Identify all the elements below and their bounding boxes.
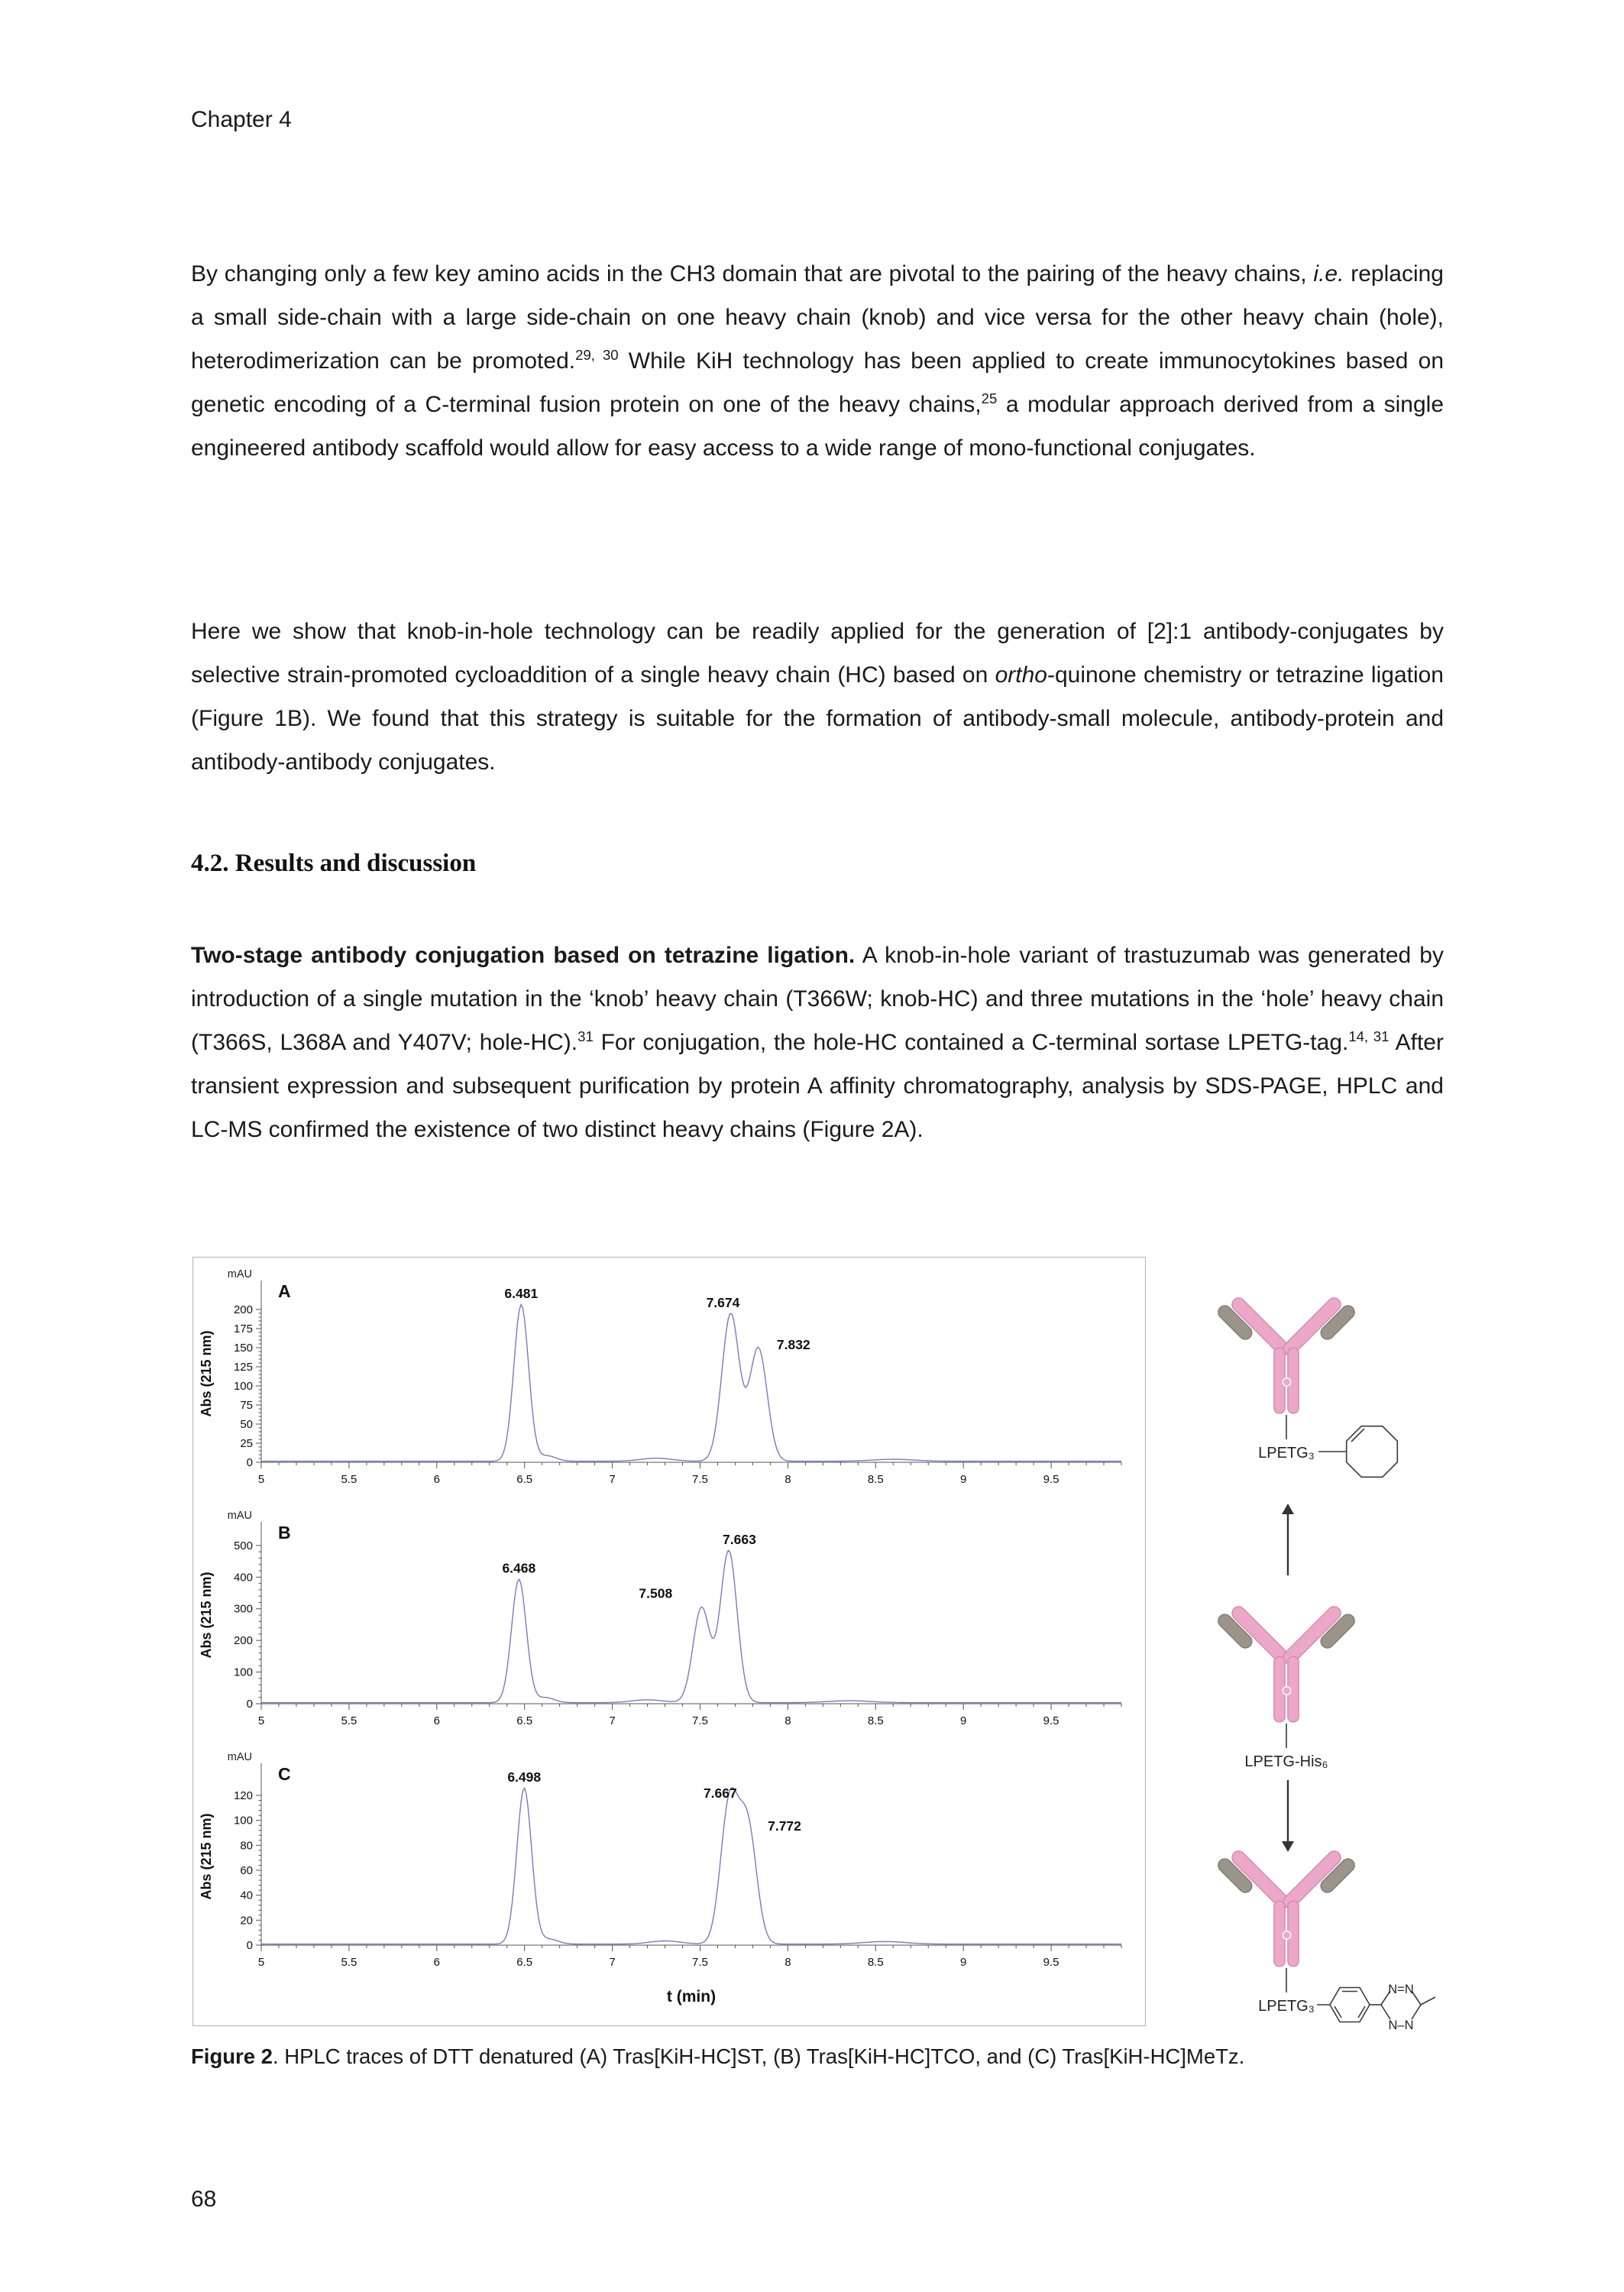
svg-text:8.5: 8.5 bbox=[867, 1956, 884, 1969]
peak-label: 7.508 bbox=[639, 1585, 673, 1601]
chromatogram-trace bbox=[261, 1788, 1121, 1944]
paragraph-2: Here we show that knob-in-hole technology can be readily applied for the generation of [2]:1 antibody-conjugates by selective strain-promoted cycloaddition of a single heavy chain (HC) based on ortho-quinone chemistry or tetrazine ligation (Figure 1B). We found that this strategy is suitable for the formation of antibody-small molecule, antibody-protein and antibody-antibody conjugates. bbox=[191, 619, 1444, 775]
svg-text:6.5: 6.5 bbox=[516, 1956, 533, 1969]
svg-text:9.5: 9.5 bbox=[1043, 1956, 1059, 1969]
tetrazine-bottom-label: N–N bbox=[1388, 2018, 1414, 2032]
svg-text:0: 0 bbox=[246, 1456, 253, 1469]
svg-text:125: 125 bbox=[233, 1361, 253, 1374]
svg-text:5.5: 5.5 bbox=[341, 1473, 357, 1486]
y-axis-label: Abs (215 nm) bbox=[199, 1572, 214, 1659]
svg-text:80: 80 bbox=[240, 1839, 253, 1853]
svg-text:25: 25 bbox=[240, 1437, 253, 1450]
svg-text:9.5: 9.5 bbox=[1043, 1473, 1059, 1486]
svg-text:8: 8 bbox=[785, 1714, 791, 1727]
arrow-up-icon bbox=[1279, 1502, 1297, 1577]
svg-text:7: 7 bbox=[609, 1714, 616, 1727]
section-heading: 4.2. Results and discussion bbox=[191, 850, 477, 877]
svg-text:150: 150 bbox=[233, 1342, 253, 1355]
svg-text:9.5: 9.5 bbox=[1043, 1714, 1059, 1727]
tco-ring-icon bbox=[1347, 1426, 1398, 1478]
antibody-cartoon bbox=[1215, 1295, 1357, 1413]
svg-text:75: 75 bbox=[240, 1399, 253, 1412]
y-unit-label: mAU bbox=[227, 1268, 252, 1280]
svg-text:120: 120 bbox=[233, 1789, 253, 1802]
svg-text:7: 7 bbox=[609, 1473, 616, 1486]
peak-label: 6.481 bbox=[504, 1286, 539, 1301]
svg-text:100: 100 bbox=[233, 1380, 253, 1393]
chapter-header: Chapter 4 bbox=[191, 107, 292, 132]
antibody-cartoon bbox=[1215, 1604, 1357, 1721]
svg-text:9: 9 bbox=[960, 1714, 967, 1727]
y-axis-label: Abs (215 nm) bbox=[199, 1330, 214, 1417]
svg-text:100: 100 bbox=[233, 1666, 253, 1679]
y-unit-label: mAU bbox=[227, 1510, 252, 1522]
svg-text:5.5: 5.5 bbox=[341, 1956, 357, 1969]
paragraph-3: Two-stage antibody conjugation based on tetrazine ligation. A knob-in-hole variant of trastuzumab was generated by introduction of a single mutation in the ‘knob’ heavy chain (T366W; knob-HC) and three mutations in the ‘hole’ heavy chain (T366S, L368A and Y407V; hole-HC).$^{31}$ For conjugation, the hole-HC contained a C-terminal sortase LPETG-tag.$^{14, 31}$ After transient expression and subsequent purification by protein A affinity chromatography, analysis by SDS-PAGE, HPLC and LC-MS confirmed the existence of two distinct heavy chains (Figure 2A). bbox=[191, 943, 1444, 1142]
tag-label-c: LPETG₃ bbox=[1258, 1998, 1315, 2015]
svg-text:6: 6 bbox=[433, 1473, 440, 1486]
methyl-bond bbox=[1421, 1997, 1435, 2005]
panel-letter: A bbox=[278, 1281, 291, 1301]
svg-text:400: 400 bbox=[233, 1571, 253, 1585]
svg-text:8.5: 8.5 bbox=[867, 1714, 884, 1727]
svg-text:9: 9 bbox=[960, 1473, 967, 1486]
svg-text:200: 200 bbox=[233, 1634, 253, 1648]
peak-label: 6.498 bbox=[507, 1769, 542, 1785]
svg-text:6.5: 6.5 bbox=[516, 1714, 533, 1727]
svg-text:500: 500 bbox=[233, 1539, 253, 1552]
hplc-trace-panel-b bbox=[196, 1504, 1140, 1742]
x-axis-label: t (min) bbox=[666, 1988, 717, 2006]
peak-label: 7.674 bbox=[706, 1295, 740, 1310]
svg-text:7.5: 7.5 bbox=[692, 1714, 708, 1727]
svg-text:5: 5 bbox=[257, 1714, 265, 1727]
paragraph-1: By changing only a few key amino acids in the CH3 domain that are pivotal to the pairing of the heavy chains, i.e. replacing a small side-chain with a large side-chain on one heavy chain (knob) and vice versa for the other heavy chain (hole), heterodimerization can be promoted.$^{29, 30}$ While KiH technology has been applied to create immunocytokines based on genetic encoding of a C-terminal fusion protein on one of the heavy chains,$^{25}$ a modular approach derived from a single engineered antibody scaffold would allow for easy access to a wide range of mono-functional conjugates. bbox=[191, 261, 1444, 461]
y-unit-label: mAU bbox=[227, 1751, 252, 1763]
benzene-double-bond bbox=[1358, 2006, 1365, 2018]
svg-text:175: 175 bbox=[233, 1322, 253, 1335]
figure-caption: Figure 2. HPLC traces of DTT denatured (A) Tras[KiH-HC]ST, (B) Tras[KiH-HC]TCO, and (C) Tras[KiH-HC]MeTz. bbox=[191, 2044, 1245, 2068]
peak-label: 7.832 bbox=[776, 1337, 810, 1352]
peak-label: 7.772 bbox=[768, 1818, 801, 1834]
panel-letter: B bbox=[278, 1523, 291, 1543]
benzene-double-bond bbox=[1334, 2006, 1341, 2018]
hplc-trace-panel-a bbox=[196, 1262, 1140, 1500]
svg-text:100: 100 bbox=[233, 1814, 253, 1827]
tetrazine-top-label: N=N bbox=[1388, 1983, 1414, 1996]
svg-text:8: 8 bbox=[785, 1473, 791, 1486]
svg-text:7.5: 7.5 bbox=[692, 1473, 708, 1486]
y-axis-label: Abs (215 nm) bbox=[199, 1813, 214, 1900]
svg-text:40: 40 bbox=[240, 1889, 253, 1902]
svg-text:5: 5 bbox=[257, 1473, 265, 1486]
tetrazine-edge bbox=[1381, 2005, 1390, 2019]
svg-text:0: 0 bbox=[246, 1939, 253, 1952]
tetrazine-edge bbox=[1412, 2005, 1421, 2019]
chromatogram-trace bbox=[261, 1550, 1121, 1702]
antibody-diagram-tco bbox=[1192, 1265, 1535, 1494]
svg-text:200: 200 bbox=[233, 1303, 253, 1316]
antibody-diagram-tetrazine bbox=[1192, 1818, 1535, 2048]
peak-label: 7.667 bbox=[703, 1785, 737, 1802]
benzene-ring-icon bbox=[1330, 1988, 1370, 2022]
svg-text:7: 7 bbox=[609, 1956, 616, 1969]
antibody-cartoon bbox=[1215, 1848, 1357, 1966]
svg-text:60: 60 bbox=[240, 1863, 253, 1877]
svg-text:8: 8 bbox=[785, 1956, 791, 1969]
tco-double-bond bbox=[1351, 1429, 1364, 1442]
peak-label: 7.663 bbox=[723, 1532, 756, 1548]
chromatogram-trace bbox=[261, 1305, 1121, 1462]
svg-text:6: 6 bbox=[433, 1956, 440, 1969]
svg-text:5: 5 bbox=[257, 1956, 265, 1969]
svg-text:6: 6 bbox=[433, 1714, 440, 1727]
svg-text:0: 0 bbox=[246, 1698, 253, 1711]
svg-text:6.5: 6.5 bbox=[516, 1473, 533, 1486]
hplc-trace-panel-c bbox=[196, 1745, 1140, 1983]
svg-text:50: 50 bbox=[240, 1418, 253, 1431]
peak-label: 6.468 bbox=[502, 1560, 536, 1576]
tag-label-a: LPETG₃ bbox=[1258, 1445, 1315, 1462]
panel-letter: C bbox=[278, 1764, 291, 1784]
antibody-diagram-his bbox=[1192, 1574, 1535, 1803]
svg-text:9: 9 bbox=[960, 1956, 967, 1969]
page-number: 68 bbox=[191, 2187, 217, 2212]
svg-text:7.5: 7.5 bbox=[692, 1956, 708, 1969]
svg-text:8.5: 8.5 bbox=[867, 1473, 884, 1486]
svg-text:300: 300 bbox=[233, 1602, 253, 1616]
svg-text:5.5: 5.5 bbox=[341, 1714, 357, 1727]
svg-text:20: 20 bbox=[240, 1914, 253, 1928]
tag-label-b: LPETG-His₆ bbox=[1244, 1753, 1328, 1770]
